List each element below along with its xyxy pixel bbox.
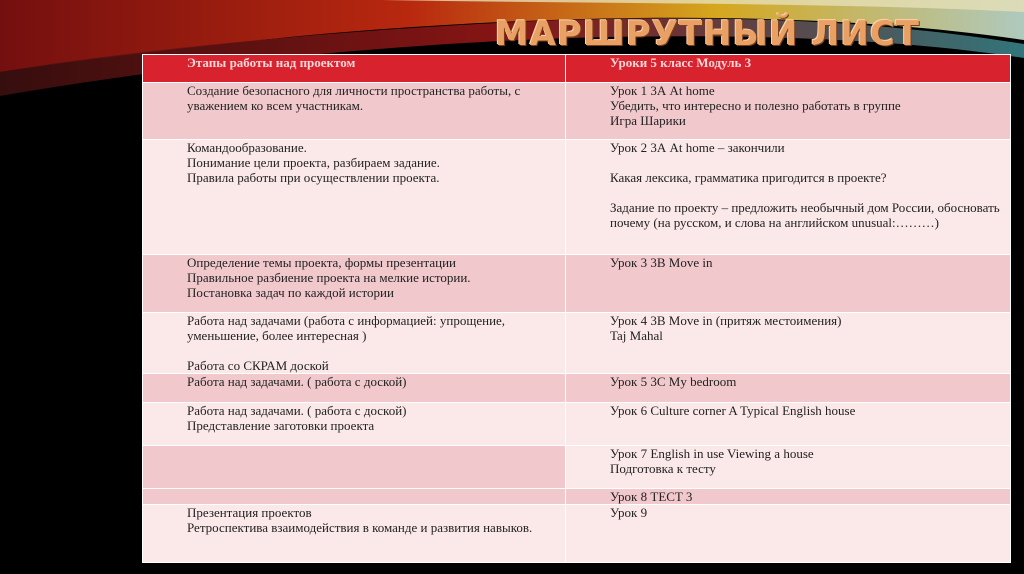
stage-cell [143, 446, 566, 489]
stage-cell: Командообразование. Понимание цели проекта, разбираем задание. Правила работы при осуществлении проекта. [143, 140, 566, 255]
table-row [143, 489, 1011, 505]
stage-cell: Работа над задачами (работа с информацией: упрощение, уменьшение, более интересная ) Работа со СКРАМ доской [143, 313, 566, 374]
stage-cell [143, 489, 566, 505]
table-row [143, 505, 1011, 563]
slide-title: МАРШРУТНЫЙ ЛИСТ [494, 14, 920, 54]
lesson-cell: Урок 6 Culture corner A Typical English house [566, 403, 1011, 446]
column-header-stages: Этапы работы над проектом [143, 55, 566, 83]
lesson-cell: Урок 5 3C My bedroom [566, 374, 1011, 403]
lesson-cell: Урок 1 3А At home Убедить, что интересно и полезно работать в группе Игра Шарики [566, 83, 1011, 140]
stage-cell: Создание безопасного для личности пространства работы, с уважением ко всем участникам. [143, 83, 566, 140]
lesson-cell: Урок 2 3А At home – закончили Какая лексика, грамматика пригодится в проекте? Задание по проекту – предложить необычный дом России, обосновать почему (на русском, и слова на английском unusual:………) [566, 140, 1011, 255]
lesson-cell: Урок 9 [566, 505, 1011, 563]
lesson-cell: Урок 7 English in use Viewing a house Подготовка к тесту [566, 446, 1011, 489]
table-row [143, 83, 1011, 140]
table-row [143, 403, 1011, 446]
table-header-row [143, 55, 1011, 83]
table-row [143, 313, 1011, 374]
column-header-lessons: Уроки 5 класс Модуль 3 [566, 55, 1011, 83]
table-row [143, 140, 1011, 255]
stage-cell: Определение темы проекта, формы презентации Правильное разбиение проекта на мелкие истории. Постановка задач по каждой истории [143, 255, 566, 313]
table-row [143, 446, 1011, 489]
table-row [143, 374, 1011, 403]
lesson-cell: Урок 4 3B Move in (притяж местоимения) Taj Mahal [566, 313, 1011, 374]
lesson-cell: Урок 8 TECT 3 [566, 489, 1011, 505]
stage-cell: Работа над задачами. ( работа с доской) [143, 374, 566, 403]
table-row [143, 255, 1011, 313]
route-table [142, 54, 1011, 563]
stage-cell: Презентация проектов Ретроспектива взаимодействия в команде и развития навыков. [143, 505, 566, 563]
stage-cell: Работа над задачами. ( работа с доской) Представление заготовки проекта [143, 403, 566, 446]
lesson-cell: Урок 3 3B Move in [566, 255, 1011, 313]
